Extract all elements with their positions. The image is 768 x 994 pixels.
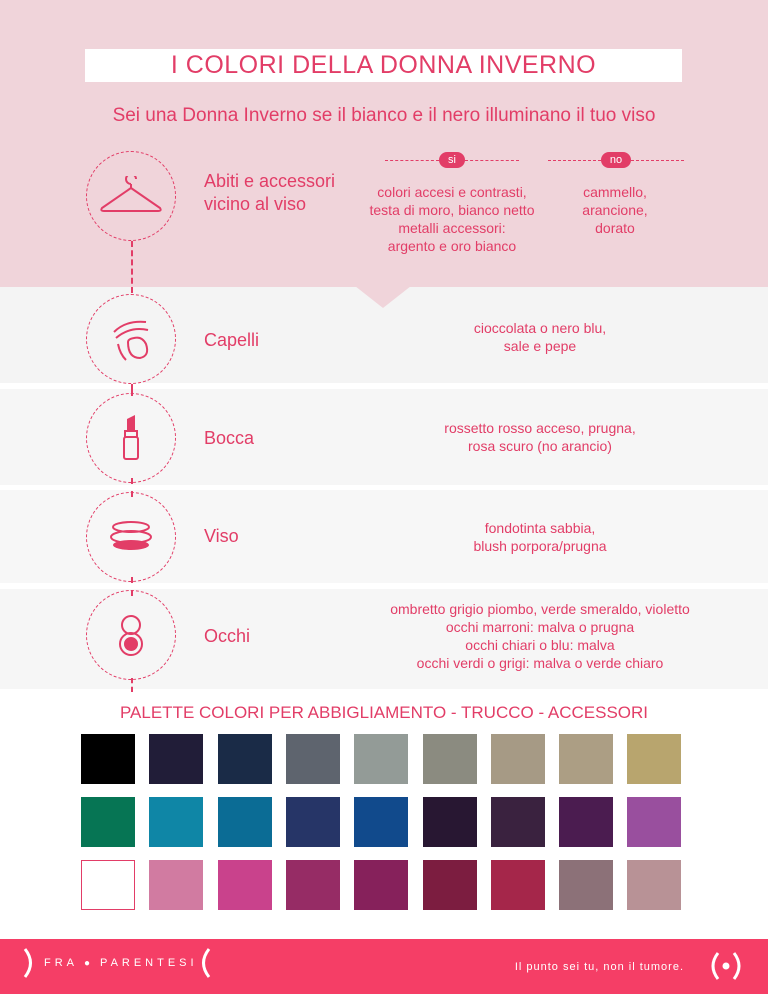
viso-description bbox=[420, 519, 660, 555]
occhi-line: occhi verdi o grigi: malva o verde chiaro bbox=[416, 655, 664, 671]
viso-label: Viso bbox=[204, 526, 239, 546]
occhi-line: occhi chiari o blu: malva bbox=[465, 637, 615, 653]
blush-circle bbox=[86, 492, 176, 582]
occhi-label: Occhi bbox=[204, 626, 251, 646]
brand-logo bbox=[22, 947, 212, 979]
color-swatch bbox=[286, 734, 340, 784]
bocca-label: Bocca bbox=[204, 428, 255, 448]
viso-line: fondotinta sabbia, bbox=[484, 520, 596, 536]
capelli-label: Capelli bbox=[204, 330, 260, 350]
brand-left: FRA bbox=[44, 957, 78, 969]
no-header bbox=[548, 152, 684, 168]
hanger-circle bbox=[86, 151, 176, 241]
viso-line: blush porpora/prugna bbox=[473, 538, 607, 554]
footer-logo-icon bbox=[708, 950, 744, 982]
si-line: colori accesi e contrasti, bbox=[377, 184, 527, 200]
color-swatch bbox=[81, 734, 135, 784]
color-swatch bbox=[491, 860, 545, 910]
tagline: Il punto sei tu, non il tumore. bbox=[514, 961, 684, 973]
color-swatch bbox=[149, 860, 203, 910]
no-badge: no bbox=[601, 152, 631, 168]
header-pointer bbox=[355, 286, 411, 308]
abiti-label-line: vicino al viso bbox=[204, 194, 307, 214]
color-swatch bbox=[423, 860, 477, 910]
page-subtitle: Sei una Donna Inverno se il bianco e il nero illuminano il tuo viso bbox=[112, 105, 656, 126]
no-line: dorato bbox=[595, 220, 635, 236]
si-description bbox=[354, 183, 550, 255]
bracket-open-icon bbox=[22, 947, 36, 979]
abiti-label bbox=[204, 170, 335, 216]
eyeshadow-icon bbox=[111, 613, 151, 657]
bocca-description bbox=[410, 419, 670, 455]
color-swatch bbox=[559, 860, 613, 910]
bocca-line: rosa scuro (no arancio) bbox=[468, 438, 612, 454]
si-header bbox=[385, 152, 519, 168]
color-swatch bbox=[149, 797, 203, 847]
si-badge: si bbox=[439, 152, 465, 168]
color-swatch bbox=[627, 797, 681, 847]
si-line: testa di moro, bianco netto bbox=[369, 202, 535, 218]
color-swatch bbox=[491, 797, 545, 847]
lipstick-circle bbox=[86, 393, 176, 483]
si-line: argento e oro bianco bbox=[387, 238, 517, 254]
occhi-line: ombretto grigio piombo, verde smeraldo, violetto bbox=[390, 601, 690, 617]
color-swatch bbox=[218, 734, 272, 784]
occhi-description bbox=[350, 600, 730, 672]
bocca-line: rossetto rosso acceso, prugna, bbox=[444, 420, 636, 436]
lipstick-icon bbox=[119, 413, 143, 463]
palette-title: PALETTE COLORI PER ABBIGLIAMENTO - TRUCCO - ACCESSORI bbox=[119, 703, 649, 722]
color-swatch bbox=[218, 860, 272, 910]
bracket-close-icon bbox=[198, 947, 212, 979]
brand-right: PARENTESI bbox=[100, 957, 198, 969]
brand-dot-icon: ● bbox=[84, 957, 95, 969]
hanger-icon bbox=[98, 176, 164, 216]
page-title: I COLORI DELLA DONNA INVERNO bbox=[170, 51, 597, 79]
hair-circle bbox=[86, 294, 176, 384]
hair-icon bbox=[106, 314, 156, 364]
color-swatch bbox=[286, 797, 340, 847]
blush-compact-icon bbox=[106, 517, 156, 557]
si-line: metalli accessori: bbox=[398, 220, 506, 236]
title-box bbox=[85, 49, 682, 82]
capelli-line: cioccolata o nero blu, bbox=[473, 320, 607, 336]
color-swatch bbox=[559, 734, 613, 784]
color-swatch bbox=[286, 860, 340, 910]
capelli-description bbox=[420, 319, 660, 355]
no-description bbox=[556, 183, 674, 237]
abiti-label-line: Abiti e accessori bbox=[204, 171, 336, 191]
timeline-line bbox=[131, 678, 133, 692]
color-swatch bbox=[491, 734, 545, 784]
color-swatch bbox=[627, 860, 681, 910]
no-line: arancione, bbox=[582, 202, 648, 218]
color-swatch bbox=[81, 797, 135, 847]
color-swatch bbox=[423, 797, 477, 847]
eyeshadow-circle bbox=[86, 590, 176, 680]
occhi-line: occhi marroni: malva o prugna bbox=[445, 619, 635, 635]
color-swatch bbox=[218, 797, 272, 847]
color-swatch bbox=[149, 734, 203, 784]
color-swatch bbox=[81, 860, 135, 910]
color-swatch bbox=[354, 860, 408, 910]
no-line: cammello, bbox=[583, 184, 647, 200]
color-swatch bbox=[627, 734, 681, 784]
color-swatch bbox=[423, 734, 477, 784]
color-swatch bbox=[354, 797, 408, 847]
timeline-line bbox=[131, 241, 133, 293]
color-swatch bbox=[559, 797, 613, 847]
color-swatch bbox=[354, 734, 408, 784]
capelli-line: sale e pepe bbox=[503, 338, 577, 354]
